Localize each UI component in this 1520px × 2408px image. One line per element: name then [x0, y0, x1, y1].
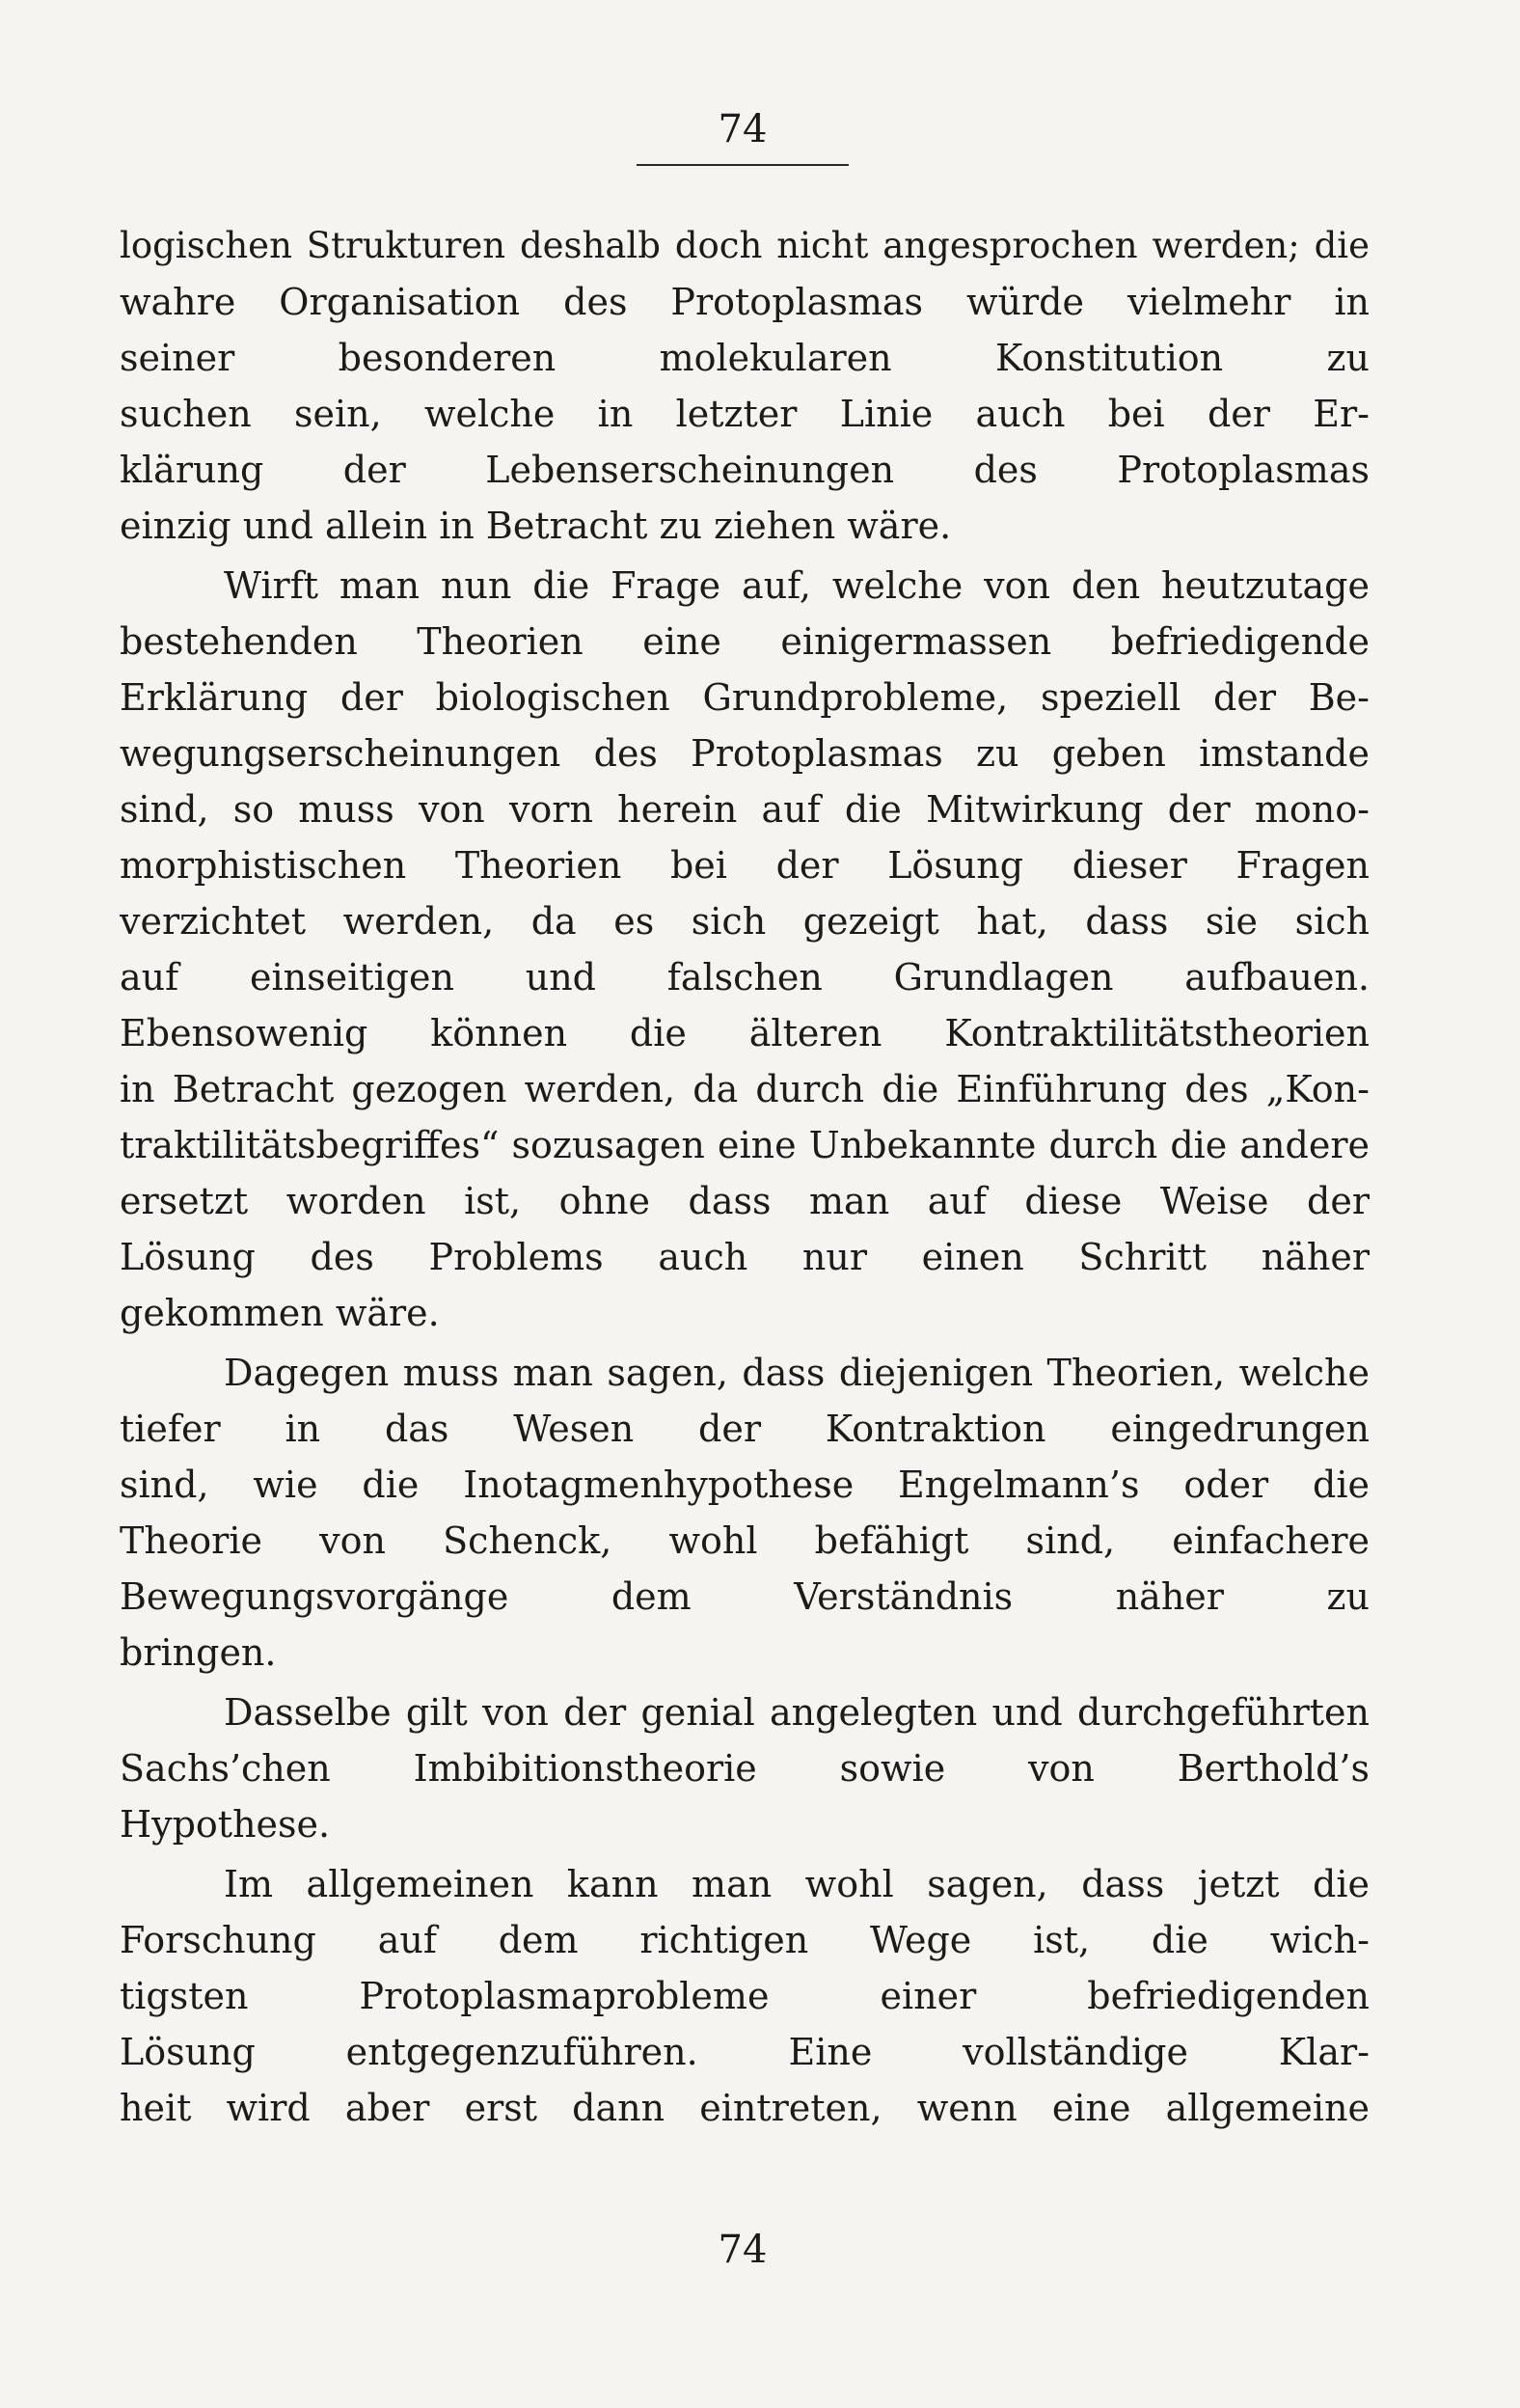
text-line: seiner besonderen molekularen Konstitution zu	[120, 337, 1370, 379]
text-line: ersetzt worden ist, ohne dass man auf diese Weise der	[120, 1180, 1370, 1222]
text-line: gekommen wäre.	[120, 1292, 440, 1334]
text-line: logischen Strukturen deshalb doch nicht angesprochen werden; die	[120, 225, 1370, 266]
paragraph	[120, 1345, 1370, 1681]
text-line: Hypothese.	[120, 1803, 331, 1846]
body-text	[120, 218, 1370, 2140]
text-line: Im allgemeinen kann man wohl sagen, dass jetzt die	[224, 1863, 1370, 1905]
text-line: sind, so muss von vorn herein auf die Mitwirkung der mono-	[120, 788, 1370, 831]
text-line: Forschung auf dem richtigen Wege ist, die wich-	[120, 1919, 1370, 1961]
text-line: bringen.	[120, 1631, 277, 1674]
text-line: tiefer in das Wesen der Kontraktion eingedrungen	[120, 1408, 1370, 1450]
text-line: Lösung entgegenzuführen. Eine vollständige Klar-	[120, 2031, 1370, 2073]
text-line: Ebensowenig können die älteren Kontraktilitätstheorien	[120, 1012, 1370, 1054]
text-line: morphistischen Theorien bei der Lösung dieser Fragen	[120, 844, 1370, 887]
text-line: traktilitätsbegriffes“ sozusagen eine Unbekannte durch die andere	[120, 1124, 1370, 1166]
paragraph	[120, 1684, 1370, 1852]
text-line: wegungserscheinungen des Protoplasmas zu geben imstande	[120, 732, 1370, 775]
text-line: bestehenden Theorien eine einigermassen befriedigende	[120, 620, 1370, 663]
text-line: klärung der Lebenserscheinungen des Protoplasmas	[120, 449, 1370, 491]
text-line: Erklärung der biologischen Grundprobleme, speziell der Be-	[120, 676, 1370, 719]
header-rule	[637, 164, 849, 166]
text-line: Lösung des Problems auch nur einen Schritt näher	[120, 1236, 1370, 1278]
text-line: Wirft man nun die Frage auf, welche von den heutzutage	[224, 564, 1370, 607]
text-line: Dasselbe gilt von der genial angelegten und durchgeführten	[224, 1691, 1370, 1734]
text-line: suchen sein, welche in letzter Linie auch bei der Er-	[120, 393, 1370, 435]
text-line: einzig und allein in Betracht zu ziehen wäre.	[120, 505, 952, 547]
text-line: auf einseitigen und falschen Grundlagen aufbauen.	[120, 956, 1370, 999]
text-line: in Betracht gezogen werden, da durch die Einführung des „Kon-	[120, 1068, 1370, 1110]
text-line: Bewegungsvorgänge dem Verständnis näher zu	[120, 1575, 1370, 1618]
page-number-top: 74	[718, 107, 768, 151]
paragraph	[120, 558, 1370, 1341]
text-line: verzichtet werden, da es sich gezeigt hat, dass sie sich	[120, 900, 1370, 943]
text-line: Dagegen muss man sagen, dass diejenigen Theorien, welche	[224, 1352, 1370, 1394]
page-number-bottom: 74	[718, 2228, 768, 2272]
text-line: heit wird aber erst dann eintreten, wenn eine allgemeine	[120, 2087, 1370, 2129]
paragraph	[120, 218, 1370, 554]
text-line: tigsten Protoplasmaprobleme einer befriedigenden	[120, 1975, 1370, 2017]
text-line: wahre Organisation des Protoplasmas würde vielmehr in	[120, 281, 1370, 323]
text-line: Theorie von Schenck, wohl befähigt sind, einfachere	[120, 1519, 1370, 1562]
paragraph	[120, 1856, 1370, 2136]
text-line: sind, wie die Inotagmenhypothese Engelmann’s oder die	[120, 1464, 1370, 1506]
text-line: Sachs’chen Imbibitionstheorie sowie von Berthold’s	[120, 1747, 1370, 1790]
